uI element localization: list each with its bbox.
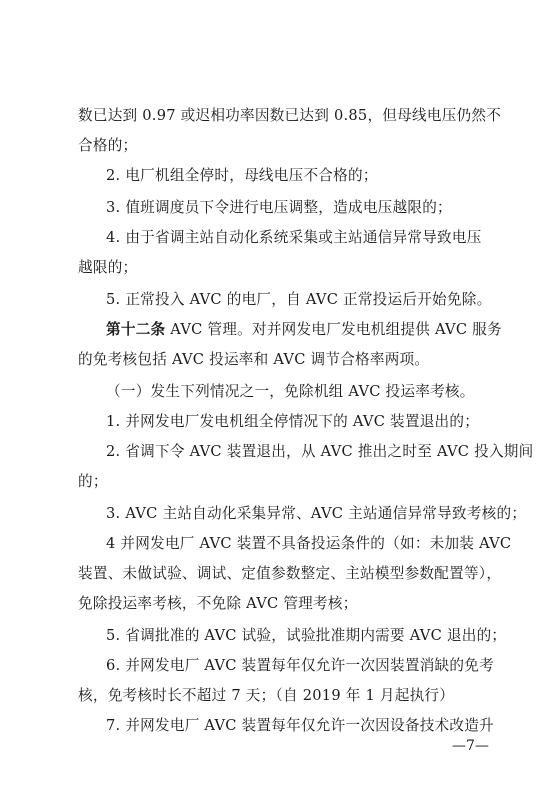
list-item-6: 6. 并网发电厂 AVC 装置每年仅允许一次因装置消缺的免考 (106, 657, 494, 674)
paragraph-line: 数已达到 0.97 或迟相功率因数已达到 0.85，但母线电压仍然不 (78, 107, 502, 124)
paragraph-line: 的免考核包括 AVC 投运率和 AVC 调节合格率两项。 (78, 351, 430, 368)
list-item-5: 5. 省调批准的 AVC 试验，试验批准期内需要 AVC 退出的； (106, 627, 507, 644)
section-heading: （一）发生下列情况之一，免除机组 AVC 投运率考核。 (106, 383, 475, 400)
paragraph-line: 越限的； (78, 259, 138, 276)
paragraph-line: 装置、未做试验、调试、定值参数整定、主站模型参数配置等）， (78, 565, 502, 582)
list-item-1: 1. 并网发电厂发电机组全停情况下的 AVC 装置退出的； (106, 413, 480, 430)
list-item-5: 5. 正常投入 AVC 的电厂，自 AVC 正常投运后开始免除。 (106, 291, 492, 308)
paragraph-line: 核，免考核时长不超过 7 天；（自 2019 年 1 月起执行） (78, 687, 455, 704)
page-number: —7— (452, 738, 489, 754)
list-item-3: 3. 值班调度员下令进行电压调整，造成电压越限的； (106, 199, 452, 216)
list-item-2: 2. 电厂机组全停时，母线电压不合格的； (106, 167, 378, 184)
paragraph-line: 的； (78, 473, 108, 490)
paragraph-line: 合格的； (78, 137, 138, 154)
article-12-line (106, 320, 502, 340)
list-item-3: 3. AVC 主站自动化采集异常、AVC 主站通信异常导致考核的； (106, 505, 527, 522)
list-item-4: 4. 由于省调主站自动化系统采集或主站通信异常导致电压 (106, 229, 482, 246)
list-item-2: 2. 省调下令 AVC 装置退出，从 AVC 推出之时至 AVC 投入期间 (106, 443, 534, 460)
article-text: AVC 管理。对并网发电厂发电机组提供 AVC 服务 (170, 321, 502, 338)
list-item-7: 7. 并网发电厂 AVC 装置每年仅允许一次因设备技术改造升 (106, 717, 494, 734)
list-item-4: 4 并网发电厂 AVC 装置不具备投运条件的（如：未加装 AVC (106, 535, 512, 552)
paragraph-line: 免除投运率考核，不免除 AVC 管理考核； (78, 595, 358, 612)
article-heading: 第十二条 (106, 321, 166, 338)
